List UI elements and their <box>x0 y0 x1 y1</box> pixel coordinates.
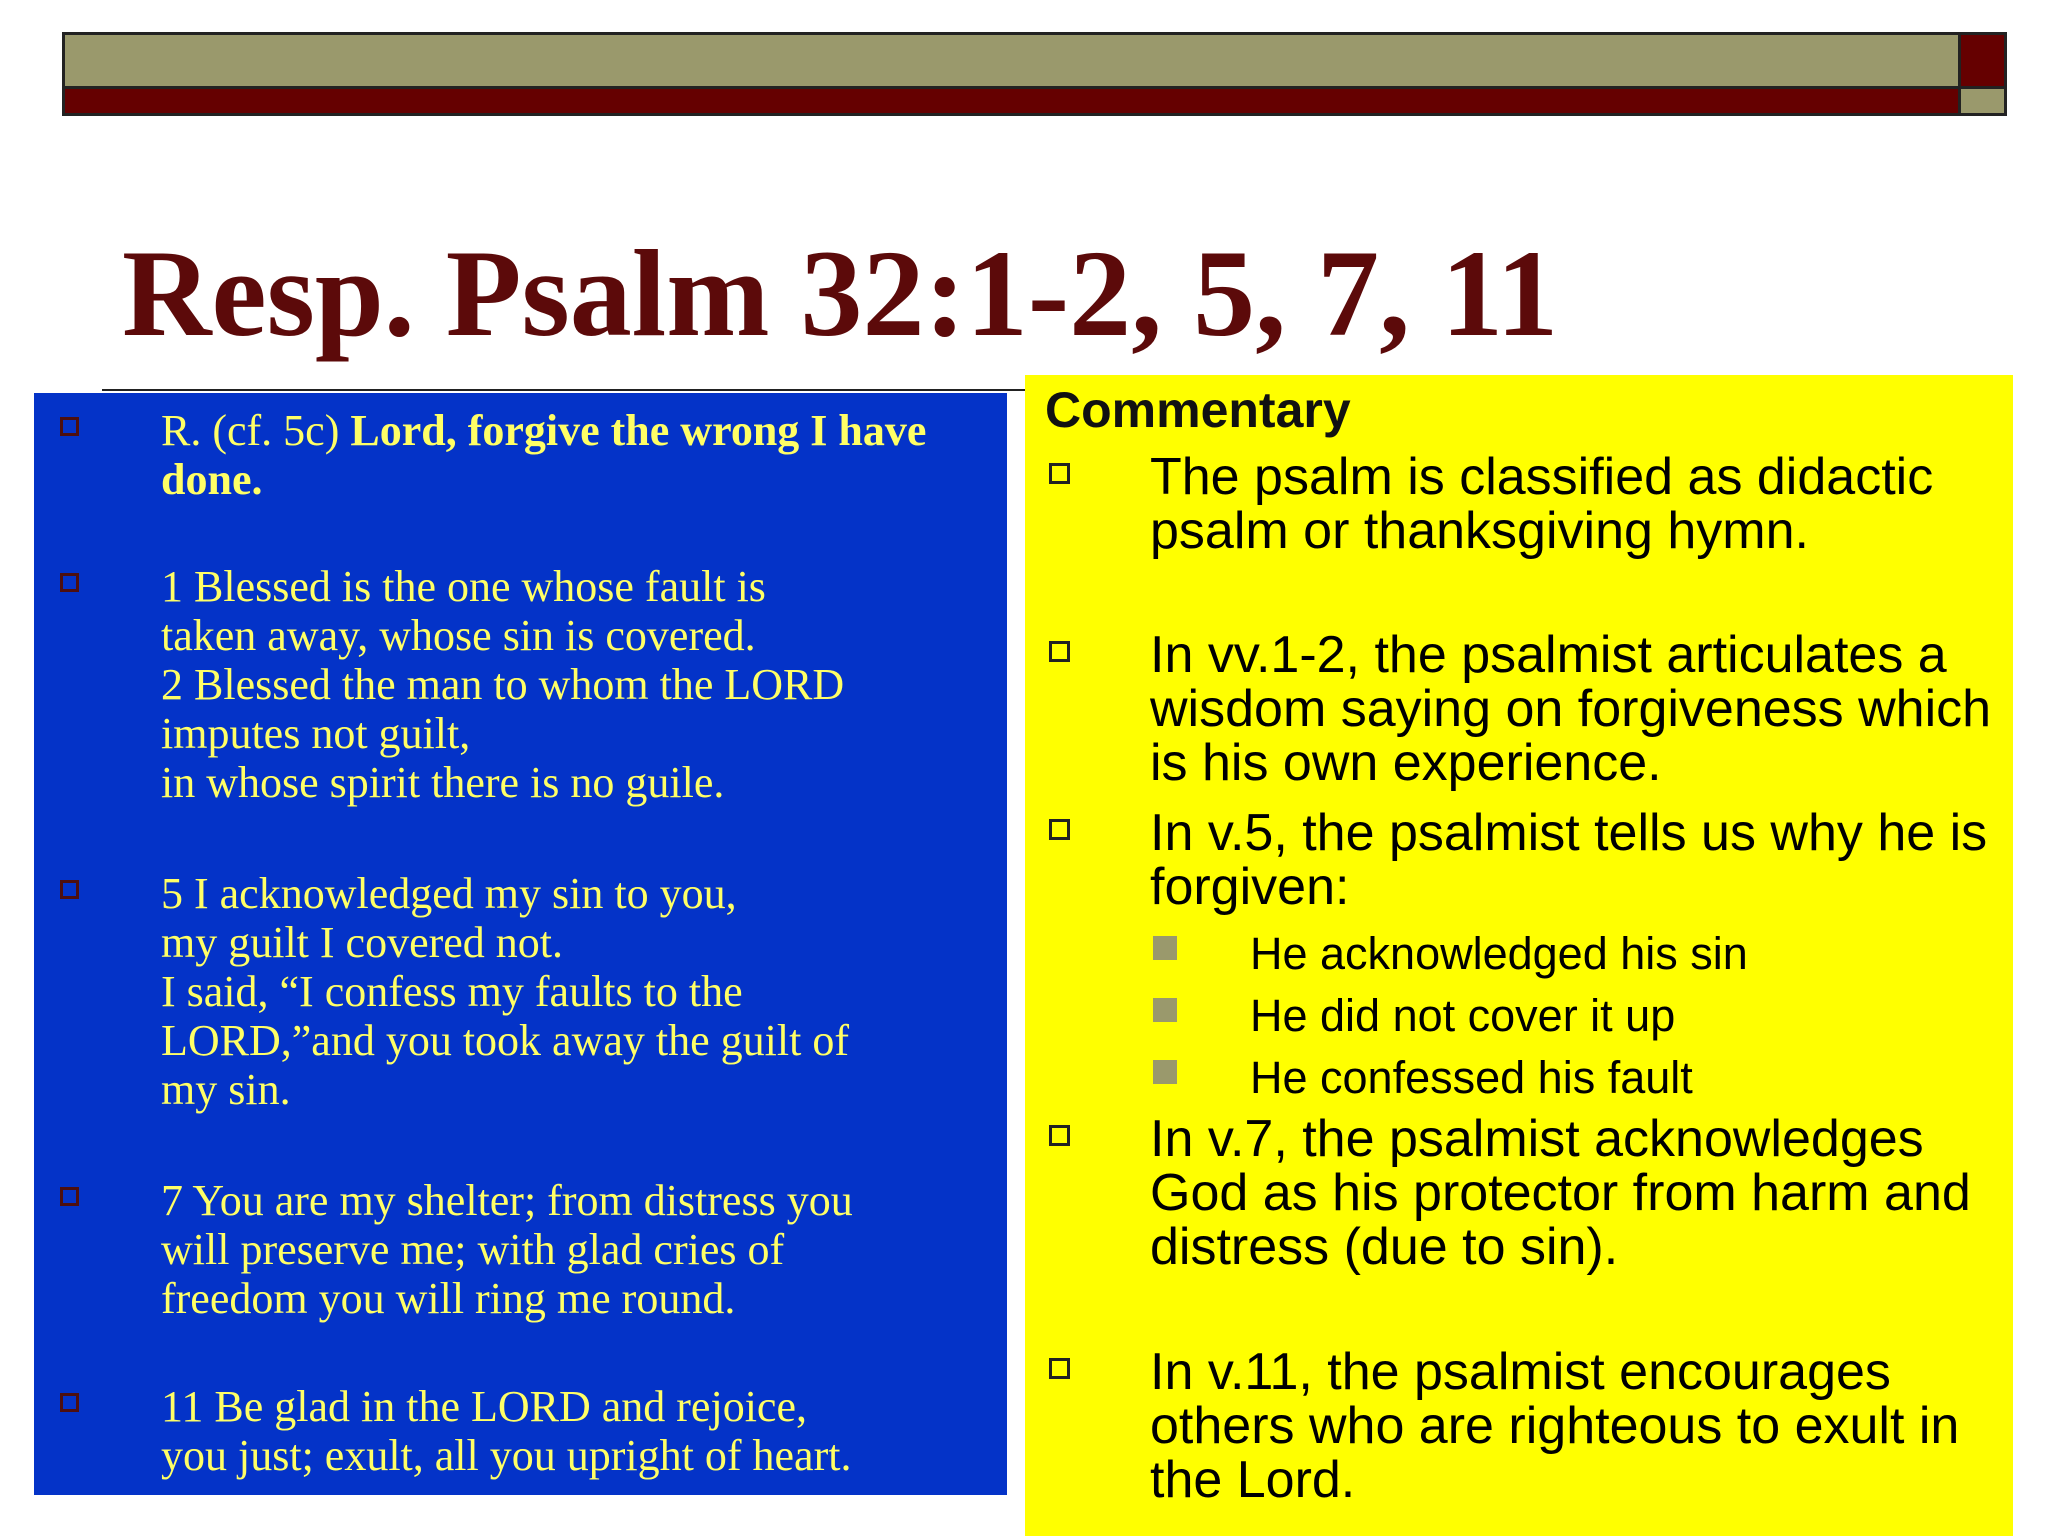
slide-title: Resp. Psalm 32:1-2, 5, 7, 11 <box>122 225 1559 362</box>
header-decoration-bar <box>62 32 2007 116</box>
commentary-panel <box>1025 375 2013 1536</box>
header-bar-olive-stripe <box>65 35 1961 89</box>
square-bullet-icon <box>1049 1358 1070 1379</box>
response-prefix: R. (cf. 5c) <box>161 406 351 455</box>
commentary-subitem-text: He confessed his fault <box>1250 1052 1693 1103</box>
title-underline <box>102 389 1025 391</box>
commentary-subitem-text: He did not cover it up <box>1250 990 1676 1041</box>
olive-square-bullet-icon <box>1153 998 1177 1022</box>
square-bullet-icon <box>60 880 79 899</box>
olive-square-bullet-icon <box>1153 936 1177 960</box>
square-bullet-icon <box>60 1393 79 1412</box>
square-bullet-icon <box>1049 641 1070 662</box>
square-bullet-icon <box>1049 1125 1070 1146</box>
header-bar-olive-square <box>1961 89 2004 113</box>
commentary-subitem-text: He acknowledged his sin <box>1250 928 1748 979</box>
olive-square-bullet-icon <box>1153 1060 1177 1084</box>
reading-text: 7 You are my shelter; from distress you will preserve me; with glad cries of freedom you will ring me round. <box>161 1176 853 1323</box>
square-bullet-icon <box>60 573 79 592</box>
square-bullet-icon <box>1049 819 1070 840</box>
commentary-heading: Commentary <box>1045 382 1351 438</box>
reading-text: 11 Be glad in the LORD and rejoice, you just; exult, all you upright of heart. <box>161 1382 852 1480</box>
commentary-text: In vv.1-2, the psalmist articulates a wisdom saying on forgiveness which is his own experience. <box>1150 626 1992 792</box>
reading-text: 1 Blessed is the one whose fault is taken away, whose sin is covered. 2 Blessed the man to whom the LORD imputes not guilt, in whose spirit there is no guile. <box>161 562 845 807</box>
commentary-text: In v.7, the psalmist acknowledges God as his protector from harm and distress (due to sin). <box>1150 1110 1971 1276</box>
square-bullet-icon <box>60 1187 79 1206</box>
commentary-text: In v.5, the psalmist tells us why he is forgiven: <box>1150 804 1988 916</box>
header-bar-maroon-stripe <box>65 89 1961 113</box>
reading-text: 5 I acknowledged my sin to you, my guilt I covered not. I said, “I confess my faults to the LORD,”and you took away the guilt of my sin. <box>161 869 849 1114</box>
commentary-text: In v.11, the psalmist encourages others who are righteous to exult in the Lord. <box>1150 1343 1960 1509</box>
square-bullet-icon <box>60 417 79 436</box>
header-bar-maroon-square <box>1961 35 2004 89</box>
square-bullet-icon <box>1049 463 1070 484</box>
commentary-text: The psalm is classified as didactic psalm or thanksgiving hymn. <box>1150 448 1934 560</box>
response-refrain: Lord, forgive the wrong I have done. <box>161 406 927 504</box>
reading-text <box>161 406 1006 504</box>
psalm-reading-panel <box>34 393 1007 1495</box>
